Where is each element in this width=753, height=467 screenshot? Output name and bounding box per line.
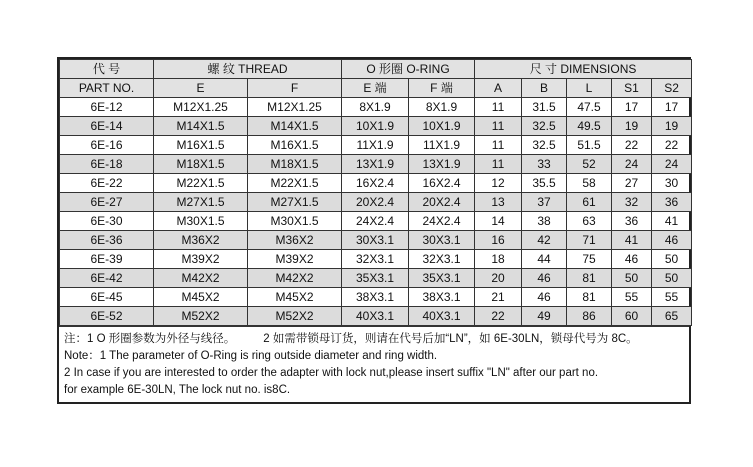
oring-f-cell: 24X2.4	[409, 212, 475, 231]
oring-f-cell: 40X3.1	[409, 307, 475, 326]
dim-a-cell: 16	[475, 231, 522, 250]
dim-a-cell: 22	[475, 307, 522, 326]
thread-f-cell: M39X2	[248, 250, 342, 269]
dim-l-cell: 52	[567, 155, 612, 174]
oring-f-cell: 38X3.1	[409, 288, 475, 307]
oring-f-cell: 8X1.9	[409, 98, 475, 117]
dim-a-cell: 21	[475, 288, 522, 307]
spec-table	[59, 59, 692, 326]
dim-b-cell: 33	[522, 155, 567, 174]
dim-s2-cell: 46	[652, 231, 692, 250]
thread-e-cell: M30X1.5	[154, 212, 248, 231]
oring-f-cell: 13X1.9	[409, 155, 475, 174]
dim-s1-cell: 24	[612, 155, 652, 174]
oring-f-cell: 10X1.9	[409, 117, 475, 136]
table-row	[60, 174, 692, 193]
oring-f-cell: 30X3.1	[409, 231, 475, 250]
part-no-cell: 6E-36	[60, 231, 154, 250]
oring-e-cell: 10X1.9	[342, 117, 409, 136]
dim-l-cell: 51.5	[567, 136, 612, 155]
part-no-cell: 6E-39	[60, 250, 154, 269]
table-row	[60, 136, 692, 155]
thread-f-cell: M36X2	[248, 231, 342, 250]
dim-s2-cell: 22	[652, 136, 692, 155]
oring-f-cell: 11X1.9	[409, 136, 475, 155]
dim-b-cell: 32.5	[522, 117, 567, 136]
dim-a-cell: 20	[475, 269, 522, 288]
thread-f-cell: M16X1.5	[248, 136, 342, 155]
dim-s1-cell: 17	[612, 98, 652, 117]
part-no-cell: 6E-12	[60, 98, 154, 117]
oring-f-cell: 32X3.1	[409, 250, 475, 269]
dim-b-cell: 46	[522, 269, 567, 288]
note-en-2: 2 In case if you are interested to order the adapter with lock nut,please insert suffix "LN" after our part no.	[64, 367, 599, 379]
dim-s1-cell: 19	[612, 117, 652, 136]
dim-l-cell: 47.5	[567, 98, 612, 117]
part-no-cell: 6E-22	[60, 174, 154, 193]
dim-l-cell: 86	[567, 307, 612, 326]
dim-s2-cell: 19	[652, 117, 692, 136]
dim-a-cell: 18	[475, 250, 522, 269]
oring-header: O 形圈 O-RING	[342, 60, 475, 79]
dim-s1-cell: 46	[612, 250, 652, 269]
part-no-header: PART NO.	[60, 79, 154, 98]
thread-f-cell: M12X1.25	[248, 98, 342, 117]
col-header-f: F	[248, 79, 342, 98]
note-en-3: for example 6E-30LN, The lock nut no. is8C.	[64, 384, 291, 396]
thread-f-cell: M52X2	[248, 307, 342, 326]
col-header-s2: S2	[652, 79, 692, 98]
col-header-l: L	[567, 79, 612, 98]
oring-e-cell: 24X2.4	[342, 212, 409, 231]
dim-s2-cell: 50	[652, 250, 692, 269]
dim-s2-cell: 17	[652, 98, 692, 117]
note-cn-2: 2 如需带锁母订货，则请在代号后加“LN”，如 6E-30LN，锁母代号为 8C。	[263, 333, 638, 345]
note-cn-1: 注：1 O 形圈参数为外径与线径。	[64, 333, 236, 345]
code-header: 代 号	[60, 60, 154, 79]
table-row	[60, 155, 692, 174]
col-header-s1: S1	[612, 79, 652, 98]
dim-s2-cell: 65	[652, 307, 692, 326]
oring-e-cell: 11X1.9	[342, 136, 409, 155]
thread-e-cell: M52X2	[154, 307, 248, 326]
dim-l-cell: 63	[567, 212, 612, 231]
thread-f-cell: M30X1.5	[248, 212, 342, 231]
dim-b-cell: 38	[522, 212, 567, 231]
dim-l-cell: 81	[567, 288, 612, 307]
dim-b-cell: 32.5	[522, 136, 567, 155]
dim-b-cell: 46	[522, 288, 567, 307]
dim-s1-cell: 36	[612, 212, 652, 231]
dim-s1-cell: 22	[612, 136, 652, 155]
dim-b-cell: 49	[522, 307, 567, 326]
part-no-cell: 6E-14	[60, 117, 154, 136]
dim-b-cell: 37	[522, 193, 567, 212]
dim-l-cell: 58	[567, 174, 612, 193]
dim-b-cell: 44	[522, 250, 567, 269]
thread-f-cell: M27X1.5	[248, 193, 342, 212]
dim-s2-cell: 55	[652, 288, 692, 307]
table-row	[60, 231, 692, 250]
dim-a-cell: 12	[475, 174, 522, 193]
col-header-b: B	[522, 79, 567, 98]
header-row-2	[60, 79, 692, 98]
header-row-1	[60, 60, 692, 79]
dim-a-cell: 13	[475, 193, 522, 212]
dim-s1-cell: 41	[612, 231, 652, 250]
thread-e-cell: M18X1.5	[154, 155, 248, 174]
oring-e-cell: 20X2.4	[342, 193, 409, 212]
thread-e-cell: M39X2	[154, 250, 248, 269]
col-header-oring-e: E 端	[342, 79, 409, 98]
part-no-cell: 6E-42	[60, 269, 154, 288]
dim-s1-cell: 27	[612, 174, 652, 193]
dim-a-cell: 11	[475, 98, 522, 117]
dim-s2-cell: 50	[652, 269, 692, 288]
thread-e-cell: M27X1.5	[154, 193, 248, 212]
table-row	[60, 250, 692, 269]
dim-l-cell: 61	[567, 193, 612, 212]
dim-a-cell: 11	[475, 155, 522, 174]
spec-table-frame	[57, 57, 691, 404]
part-no-cell: 6E-30	[60, 212, 154, 231]
table-row	[60, 212, 692, 231]
note-en-1: Note：1 The parameter of O-Ring is ring outside diameter and ring width.	[64, 350, 438, 362]
thread-f-cell: M42X2	[248, 269, 342, 288]
thread-e-cell: M45X2	[154, 288, 248, 307]
dim-b-cell: 31.5	[522, 98, 567, 117]
dim-s2-cell: 30	[652, 174, 692, 193]
thread-f-cell: M45X2	[248, 288, 342, 307]
thread-f-cell: M18X1.5	[248, 155, 342, 174]
thread-e-cell: M22X1.5	[154, 174, 248, 193]
dimensions-header: 尺 寸 DIMENSIONS	[475, 60, 692, 79]
dim-s1-cell: 55	[612, 288, 652, 307]
dim-b-cell: 42	[522, 231, 567, 250]
thread-e-cell: M12X1.25	[154, 98, 248, 117]
dim-a-cell: 11	[475, 136, 522, 155]
dim-l-cell: 81	[567, 269, 612, 288]
dim-s2-cell: 41	[652, 212, 692, 231]
dim-s1-cell: 32	[612, 193, 652, 212]
table-row	[60, 193, 692, 212]
oring-e-cell: 16X2.4	[342, 174, 409, 193]
col-header-e: E	[154, 79, 248, 98]
thread-header: 螺 纹 THREAD	[154, 60, 342, 79]
table-row	[60, 117, 692, 136]
part-no-cell: 6E-52	[60, 307, 154, 326]
dim-s2-cell: 24	[652, 155, 692, 174]
dim-a-cell: 11	[475, 117, 522, 136]
oring-f-cell: 16X2.4	[409, 174, 475, 193]
dim-l-cell: 49.5	[567, 117, 612, 136]
dim-l-cell: 71	[567, 231, 612, 250]
oring-e-cell: 32X3.1	[342, 250, 409, 269]
oring-f-cell: 35X3.1	[409, 269, 475, 288]
dim-s2-cell: 36	[652, 193, 692, 212]
dim-a-cell: 14	[475, 212, 522, 231]
thread-f-cell: M22X1.5	[248, 174, 342, 193]
oring-e-cell: 30X3.1	[342, 231, 409, 250]
thread-e-cell: M14X1.5	[154, 117, 248, 136]
col-header-oring-f: F 端	[409, 79, 475, 98]
dim-b-cell: 35.5	[522, 174, 567, 193]
table-row	[60, 307, 692, 326]
table-row	[60, 98, 692, 117]
col-header-a: A	[475, 79, 522, 98]
dim-s1-cell: 50	[612, 269, 652, 288]
oring-f-cell: 20X2.4	[409, 193, 475, 212]
part-no-cell: 6E-18	[60, 155, 154, 174]
part-no-cell: 6E-27	[60, 193, 154, 212]
note-cn-line	[64, 331, 684, 348]
notes	[59, 326, 689, 402]
thread-f-cell: M14X1.5	[248, 117, 342, 136]
part-no-cell: 6E-16	[60, 136, 154, 155]
thread-e-cell: M42X2	[154, 269, 248, 288]
dim-l-cell: 75	[567, 250, 612, 269]
oring-e-cell: 35X3.1	[342, 269, 409, 288]
oring-e-cell: 13X1.9	[342, 155, 409, 174]
oring-e-cell: 40X3.1	[342, 307, 409, 326]
oring-e-cell: 38X3.1	[342, 288, 409, 307]
part-no-cell: 6E-45	[60, 288, 154, 307]
dim-s1-cell: 60	[612, 307, 652, 326]
table-row	[60, 269, 692, 288]
thread-e-cell: M16X1.5	[154, 136, 248, 155]
thread-e-cell: M36X2	[154, 231, 248, 250]
oring-e-cell: 8X1.9	[342, 98, 409, 117]
table-row	[60, 288, 692, 307]
